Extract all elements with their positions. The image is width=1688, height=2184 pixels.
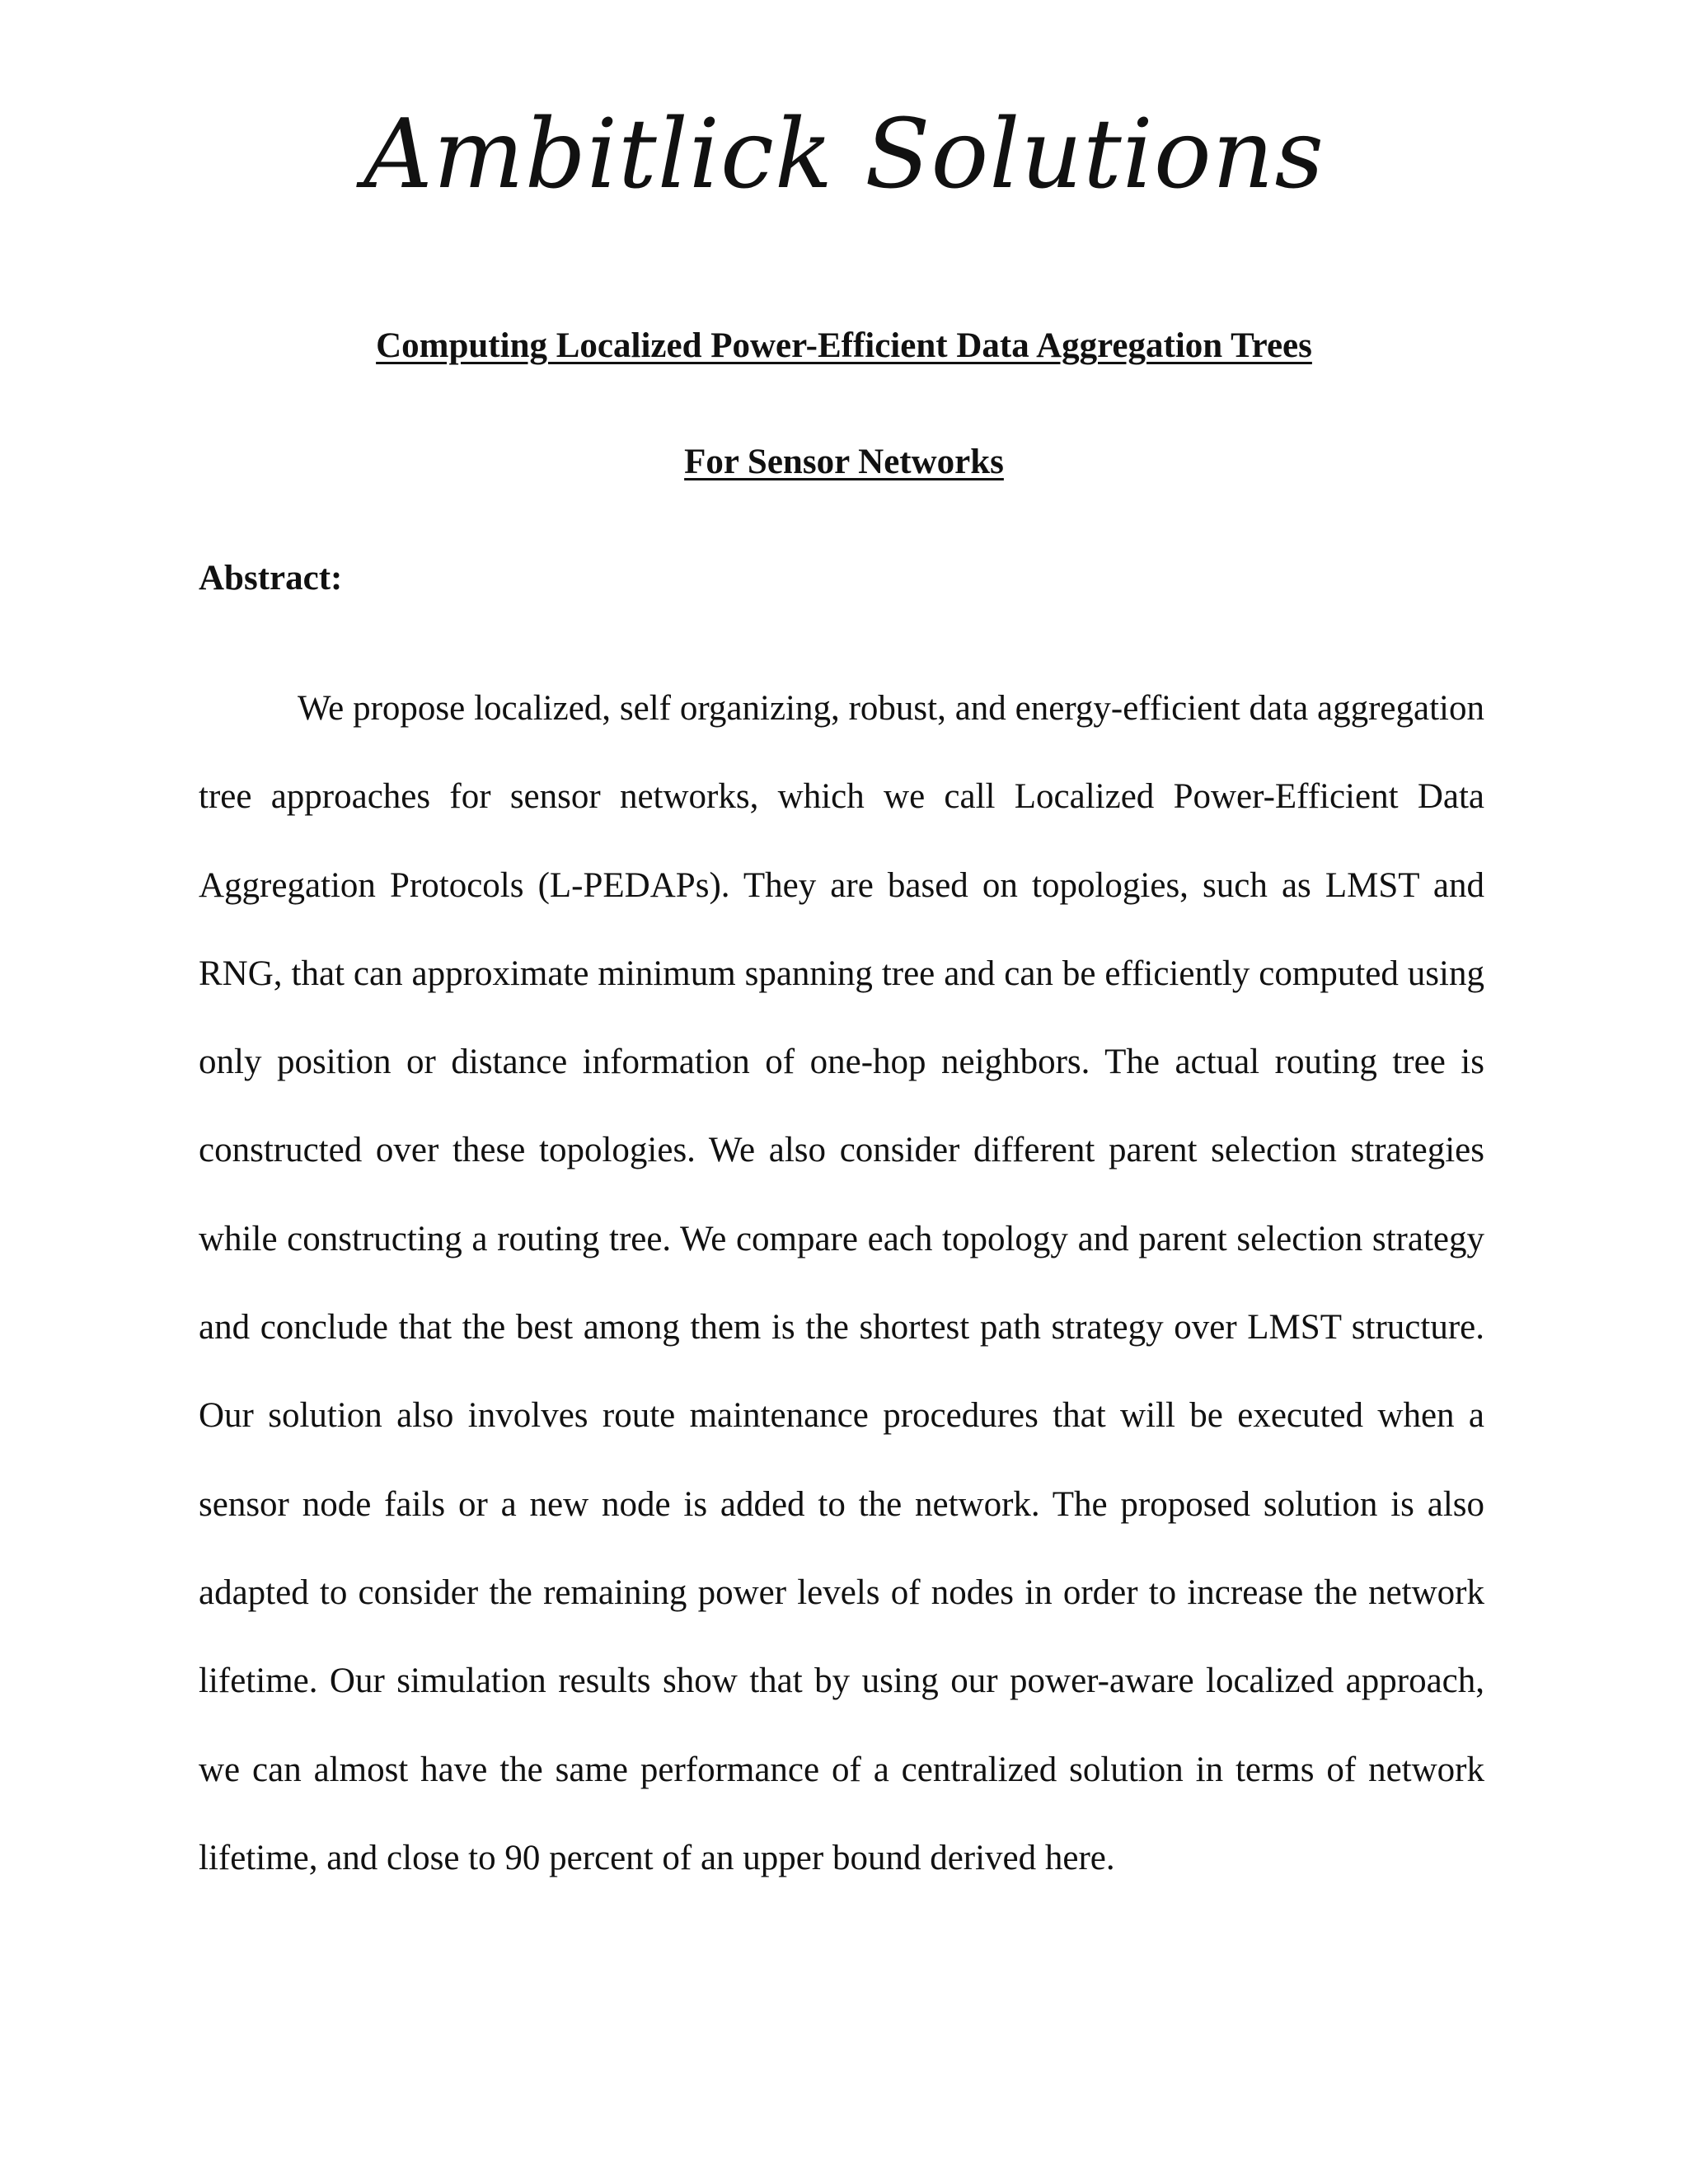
- document-title-line-1: Computing Localized Power-Efficient Data Aggregation Trees: [376, 326, 1312, 365]
- abstract-heading: Abstract:: [199, 559, 343, 598]
- abstract-paragraph: We propose localized, self organizing, robust, and energy-efficient data aggregation tree approaches for sensor networks, which we call Localized Power-Efficient Data Aggregation Protocols (L-PEDAPs). They are based on topologies, such as LMST and RNG, that can approximate minimum spanning tree and can be efficiently computed using only position or distance information of one-hop neighbors. The actual routing tree is constructed over these topologies. We also consider different parent selection strategies while constructing a routing tree. We compare each topology and parent selection strategy and conclude that the best among them is the shortest path strategy over LMST structure. Our solution also involves route maintenance procedures that will be executed when a sensor node fails or a new node is added to the network. The proposed solution is also adapted to consider the remaining power levels of nodes in order to increase the network lifetime. Our simulation results show that by using our power-aware localized approach, we can almost have the same performance of a centralized solution in terms of network lifetime, and close to 90 percent of an upper bound derived here.: [199, 689, 1484, 1877]
- brand-logo-text: Ambitlick Solutions: [363, 99, 1325, 210]
- document-title-line-2: For Sensor Networks: [684, 443, 1004, 481]
